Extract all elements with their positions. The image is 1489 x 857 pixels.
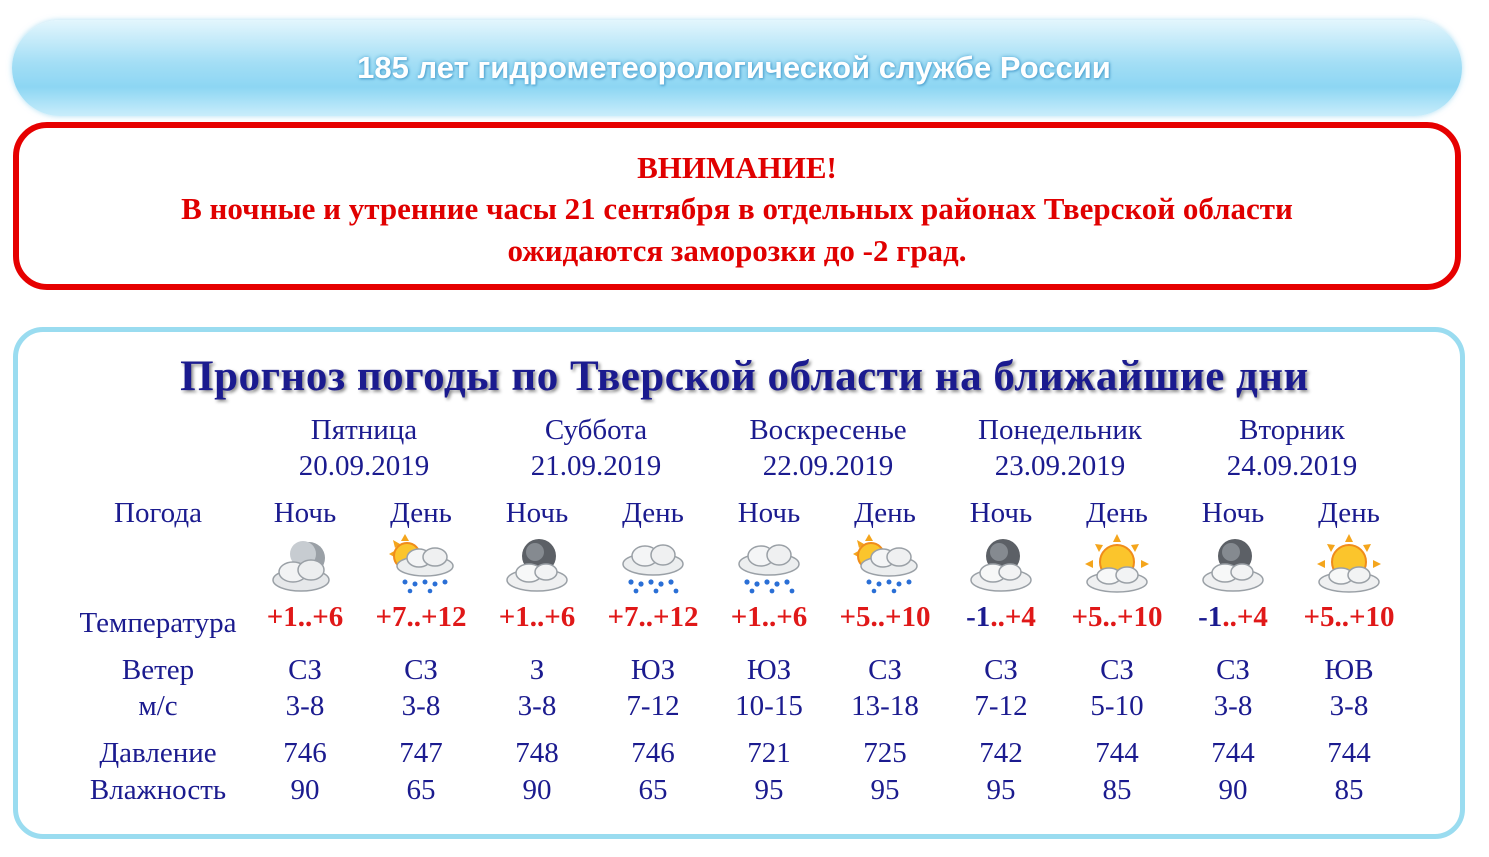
- wind-direction: СЗ: [404, 654, 438, 686]
- pressure-value: 742: [979, 737, 1023, 769]
- alert-title: ВНИМАНИЕ!: [637, 150, 837, 185]
- wind-direction: СЗ: [984, 654, 1018, 686]
- temp-min: +5: [1303, 601, 1335, 633]
- temp-max: +6: [776, 601, 808, 633]
- day-date: 22.09.2019: [762, 450, 894, 482]
- wind-direction: ЮВ: [1324, 654, 1374, 686]
- temp-min: +1: [498, 601, 530, 633]
- wind-speed: 5-10: [1090, 690, 1144, 722]
- temperature-cell: [1059, 601, 1175, 634]
- humidity-value: 65: [406, 774, 436, 806]
- pressure-value: 746: [631, 737, 675, 769]
- wind-speed: 3-8: [517, 690, 557, 722]
- temp-separator: ..: [1334, 601, 1349, 633]
- temp-min: -1: [966, 601, 991, 633]
- temp-separator: ..: [990, 601, 1005, 633]
- temp-max: +10: [1117, 601, 1163, 633]
- temp-max: +12: [653, 601, 699, 633]
- wind-unit-label: м/с: [138, 690, 178, 722]
- temperature-cell: [943, 601, 1059, 634]
- humidity-value: 85: [1334, 774, 1364, 806]
- wind-speed: 13-18: [851, 690, 919, 722]
- wind-speed: 3-8: [401, 690, 441, 722]
- humidity-value: 95: [870, 774, 900, 806]
- day-name: Пятница: [310, 414, 418, 446]
- pressure-value: 725: [863, 737, 907, 769]
- humidity-value: 85: [1102, 774, 1132, 806]
- temp-separator: ..: [1102, 601, 1117, 633]
- period-label: День: [1086, 497, 1148, 529]
- temperature-cell: [711, 601, 827, 634]
- temp-min: +5: [839, 601, 871, 633]
- wind-direction: СЗ: [288, 654, 322, 686]
- pressure-value: 747: [399, 737, 443, 769]
- temp-min: +7: [607, 601, 639, 633]
- wind-direction: З: [529, 654, 545, 686]
- temp-max: +4: [1004, 601, 1036, 633]
- moon-cloud-icon: [963, 532, 1039, 596]
- temp-max: +6: [544, 601, 576, 633]
- anniversary-banner: [12, 20, 1462, 116]
- temp-min: +1: [266, 601, 298, 633]
- sun-clouds-rain-icon: [847, 532, 923, 596]
- weather-row-label: Погода: [114, 497, 202, 529]
- humidity-value: 90: [290, 774, 320, 806]
- temp-min: +7: [375, 601, 407, 633]
- temp-separator: ..: [1222, 601, 1237, 633]
- wind-row-label: Ветер: [121, 654, 195, 686]
- wind-direction: ЮЗ: [630, 654, 676, 686]
- sun-cloud-icon: [1311, 532, 1387, 596]
- banner-text: 185 лет гидрометеорологической службе России: [357, 50, 1111, 85]
- pressure-value: 744: [1211, 737, 1255, 769]
- wind-speed: 7-12: [974, 690, 1028, 722]
- temp-separator: ..: [297, 601, 313, 633]
- temperature-cell: [1291, 601, 1407, 634]
- forecast-title: Прогноз погоды по Тверской области на ближайшие дни: [180, 353, 1309, 400]
- temperature-row-label: Температура: [79, 607, 237, 639]
- day-name: Вторник: [1239, 414, 1345, 446]
- day-date: 24.09.2019: [1226, 450, 1358, 482]
- day-name: Воскресенье: [749, 414, 907, 446]
- pressure-value: 748: [515, 737, 559, 769]
- temperature-cell: [247, 601, 363, 634]
- moon-cloud-icon: [499, 532, 575, 596]
- temp-min: +1: [730, 601, 762, 633]
- temperature-cell: [363, 601, 479, 634]
- temp-max: +10: [1349, 601, 1395, 633]
- humidity-value: 95: [754, 774, 784, 806]
- temp-separator: ..: [761, 601, 777, 633]
- alert-line-1: В ночные и утренние часы 21 сентября в отдельных районах Тверской области: [181, 191, 1293, 226]
- moon-cloud-icon: [1195, 532, 1271, 596]
- humidity-value: 95: [986, 774, 1016, 806]
- wind-direction: СЗ: [868, 654, 902, 686]
- period-label: Ночь: [1201, 497, 1265, 529]
- wind-direction: СЗ: [1100, 654, 1134, 686]
- sun-cloud-icon: [1079, 532, 1155, 596]
- temp-separator: ..: [406, 601, 421, 633]
- day-date: 23.09.2019: [994, 450, 1126, 482]
- alert-line-2: ожидаются заморозки до -2 град.: [507, 233, 967, 268]
- frost-warning-box: [13, 122, 1461, 290]
- temp-max: +4: [1236, 601, 1268, 633]
- pressure-value: 746: [283, 737, 327, 769]
- period-label: День: [1318, 497, 1380, 529]
- humidity-value: 90: [522, 774, 552, 806]
- wind-direction: ЮЗ: [746, 654, 792, 686]
- wind-direction: СЗ: [1216, 654, 1250, 686]
- period-label: Ночь: [737, 497, 801, 529]
- period-label: Ночь: [273, 497, 337, 529]
- wind-speed: 3-8: [285, 690, 325, 722]
- wind-speed: 10-15: [735, 690, 803, 722]
- period-label: День: [622, 497, 684, 529]
- period-label: Ночь: [969, 497, 1033, 529]
- cloud-rain-icon: [731, 532, 807, 596]
- day-name: Понедельник: [978, 414, 1142, 446]
- period-label: Ночь: [505, 497, 569, 529]
- temp-separator: ..: [529, 601, 545, 633]
- day-date: 20.09.2019: [298, 450, 430, 482]
- temp-min: -1: [1198, 601, 1223, 633]
- temp-min: +5: [1071, 601, 1103, 633]
- temperature-cell: [595, 601, 711, 634]
- wind-speed: 7-12: [626, 690, 680, 722]
- sun-clouds-rain-icon: [383, 532, 459, 596]
- temp-max: +6: [312, 601, 344, 633]
- wind-speed: 3-8: [1213, 690, 1253, 722]
- temperature-cell: [479, 601, 595, 634]
- temperature-cell: [1175, 601, 1291, 634]
- temp-max: +10: [885, 601, 931, 633]
- humidity-row-label: Влажность: [89, 774, 227, 806]
- period-label: День: [854, 497, 916, 529]
- temp-separator: ..: [870, 601, 885, 633]
- period-label: День: [390, 497, 452, 529]
- humidity-value: 65: [638, 774, 668, 806]
- cloud-rain-icon: [615, 532, 691, 596]
- pressure-row-label: Давление: [99, 737, 217, 769]
- day-name: Суббота: [544, 414, 648, 446]
- pressure-value: 721: [747, 737, 791, 769]
- cloudy-moon-icon: [267, 532, 343, 596]
- day-date: 21.09.2019: [530, 450, 662, 482]
- temp-separator: ..: [638, 601, 653, 633]
- pressure-value: 744: [1327, 737, 1371, 769]
- pressure-value: 744: [1095, 737, 1139, 769]
- temperature-cell: [827, 601, 943, 634]
- humidity-value: 90: [1218, 774, 1248, 806]
- wind-speed: 3-8: [1329, 690, 1369, 722]
- temp-max: +12: [421, 601, 467, 633]
